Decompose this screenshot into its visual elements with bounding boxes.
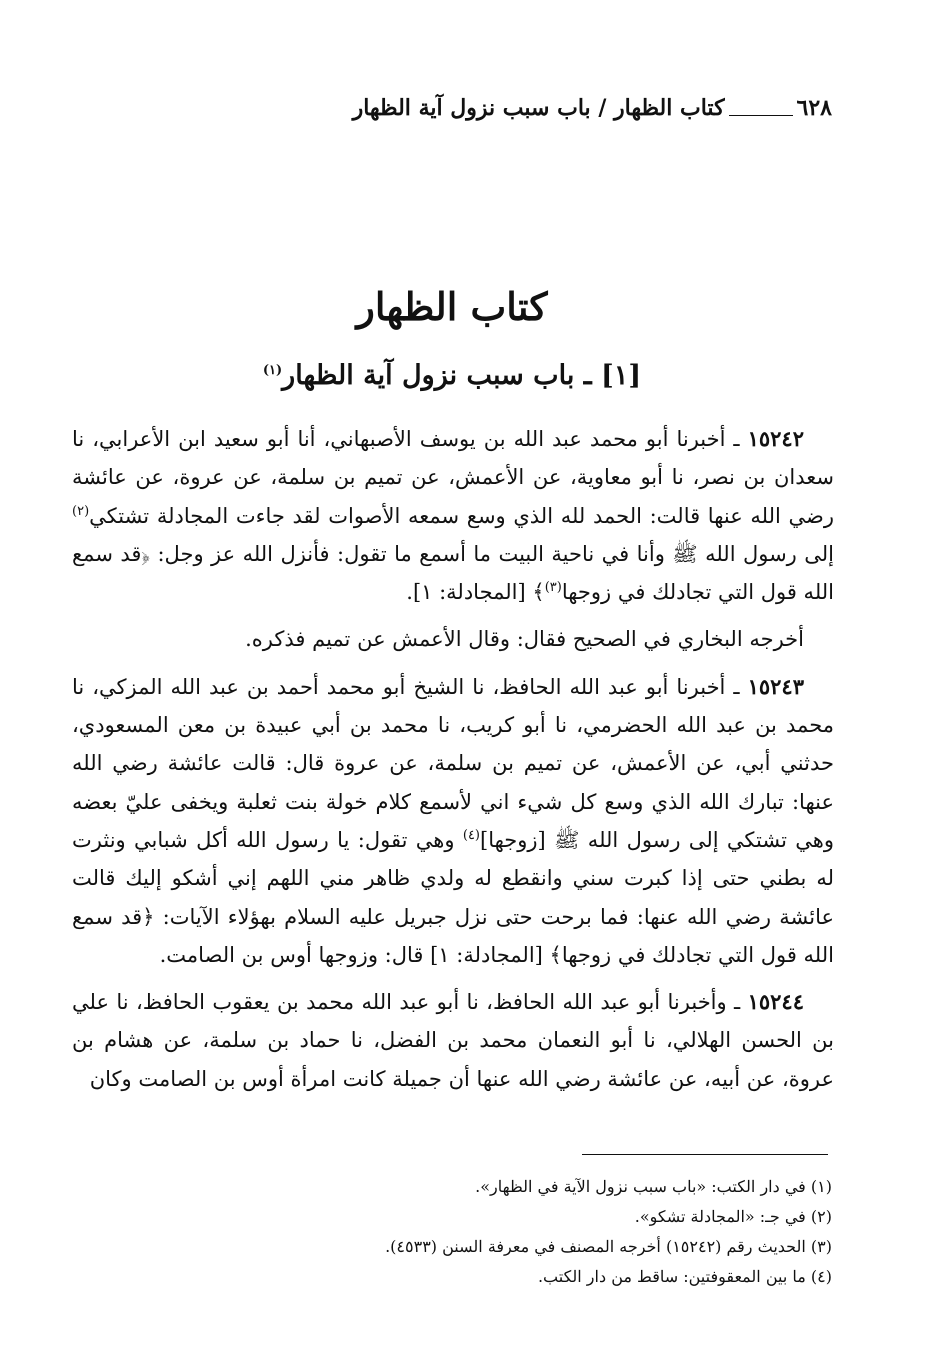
running-header: [72, 88, 832, 128]
paragraph-text: ـ أخبرنا أبو عبد الله الحافظ، نا الشيخ أبو محمد أحمد بن عبد الله المزكي، نا محمد بن عبد الله الحضرمي، نا أبو كريب، نا محمد بن أبي عبيدة بن معن المسعودي، حدثني أبي، عن الأعمش، عن تميم بن سلمة، عن عروة قال: قالت عائشة رضي الله عنها: تبارك الله الذي وسع كل شيء اني لأسمع كلام خولة بنت ثعلبة ويخفى عليّ بعضه وهي تشتكي إلى رسول الله ﷺ [زوجها]: [72, 674, 834, 852]
footnote-ref: (٤): [462, 827, 480, 843]
paragraph-text: وهي تقول: يا رسول الله أكل شبابي ونثرت له بطني حتى إذا كبرت سني وانقطع له ولدي ظاهر مني اللهم إني أشكو إليك قالت عائشة رضي الله عنها: فما برحت حتى نزل جبريل عليه السلام بهؤلاء الآيات: ﴿قد سمع الله قول التي تجادلك في زوجها﴾ [المجادلة: ١] قال: وزوجها أوس بن الصامت.: [72, 827, 834, 967]
hadith-paragraph: [72, 983, 834, 1098]
footnote-ref: (١): [262, 363, 283, 378]
paragraph-text: ﴾ [المجادلة: ١].: [406, 580, 545, 605]
commentary-paragraph: [72, 620, 834, 658]
footnote: (٣) الحديث رقم (١٥٢٤٢) أخرجه المصنف في معرفة السنن (٤٥٣٣).: [385, 1237, 832, 1256]
book-title: كتاب الظهار: [356, 284, 548, 329]
footnote: (٤) ما بين المعقوفتين: ساقط من دار الكتب.: [537, 1267, 832, 1286]
hadith-paragraph: [72, 420, 834, 611]
body-text: [72, 420, 834, 1107]
footnote-divider: [582, 1154, 828, 1155]
footnote-ref: (٢): [72, 503, 90, 519]
hadith-number: ١٥٢٤٣: [747, 673, 804, 699]
paragraph-text: إلى رسول الله ﷺ وأنا في ناحية البيت ما أسمع ما تقول: فأنزل الله عز وجل: ﴿قد سمع الله قول التي تجادلك في زوجها: [72, 541, 834, 605]
paragraph-text: أخرجه البخاري في الصحيح فقال: وقال الأعمش عن تميم فذكره.: [245, 627, 804, 652]
footnote: (٢) في جـ: «المجادلة تشكو».: [634, 1207, 832, 1226]
page-number: ٦٢٨: [796, 95, 832, 121]
chapter-title: [72, 360, 832, 391]
paragraph-text: ـ وأخبرنا أبو عبد الله الحافظ، نا أبو عبد الله محمد بن يعقوب الحافظ، نا علي بن الحسن الهلالي، نا أبو النعمان محمد بن الفضل، نا حماد بن سلمة، عن هشام بن عروة، عن أبيه، عن عائشة رضي الله عنها أن جميلة كانت امرأة أوس بن الصامت وكان: [72, 990, 834, 1091]
header-rule: [729, 115, 793, 116]
paragraph-text: ـ أخبرنا أبو محمد عبد الله بن يوسف الأصبهاني، أنا أبو سعيد ابن الأعرابي، نا سعدان بن نصر، نا أبو معاوية، عن الأعمش، عن تميم بن سلمة، عن عروة، عن عائشة رضي الله عنها قالت: الحمد لله الذي وسع سمعه الأصوات لقد جاءت المجادلة تشتكي: [72, 427, 834, 528]
footnote-ref: (٣): [544, 580, 562, 596]
running-title: كتاب الظهار / باب سبب نزول آية الظهار: [352, 95, 725, 121]
chapter-title-text: [١] ـ باب سبب نزول آية الظهار: [282, 360, 642, 391]
footnote: (١) في دار الكتب: «باب سبب نزول الآية في الظهار».: [475, 1177, 832, 1196]
hadith-number: ١٥٢٤٢: [747, 426, 804, 451]
footnotes: [72, 1172, 832, 1292]
hadith-number: ١٥٢٤٤: [747, 989, 804, 1015]
hadith-paragraph: [72, 668, 834, 974]
